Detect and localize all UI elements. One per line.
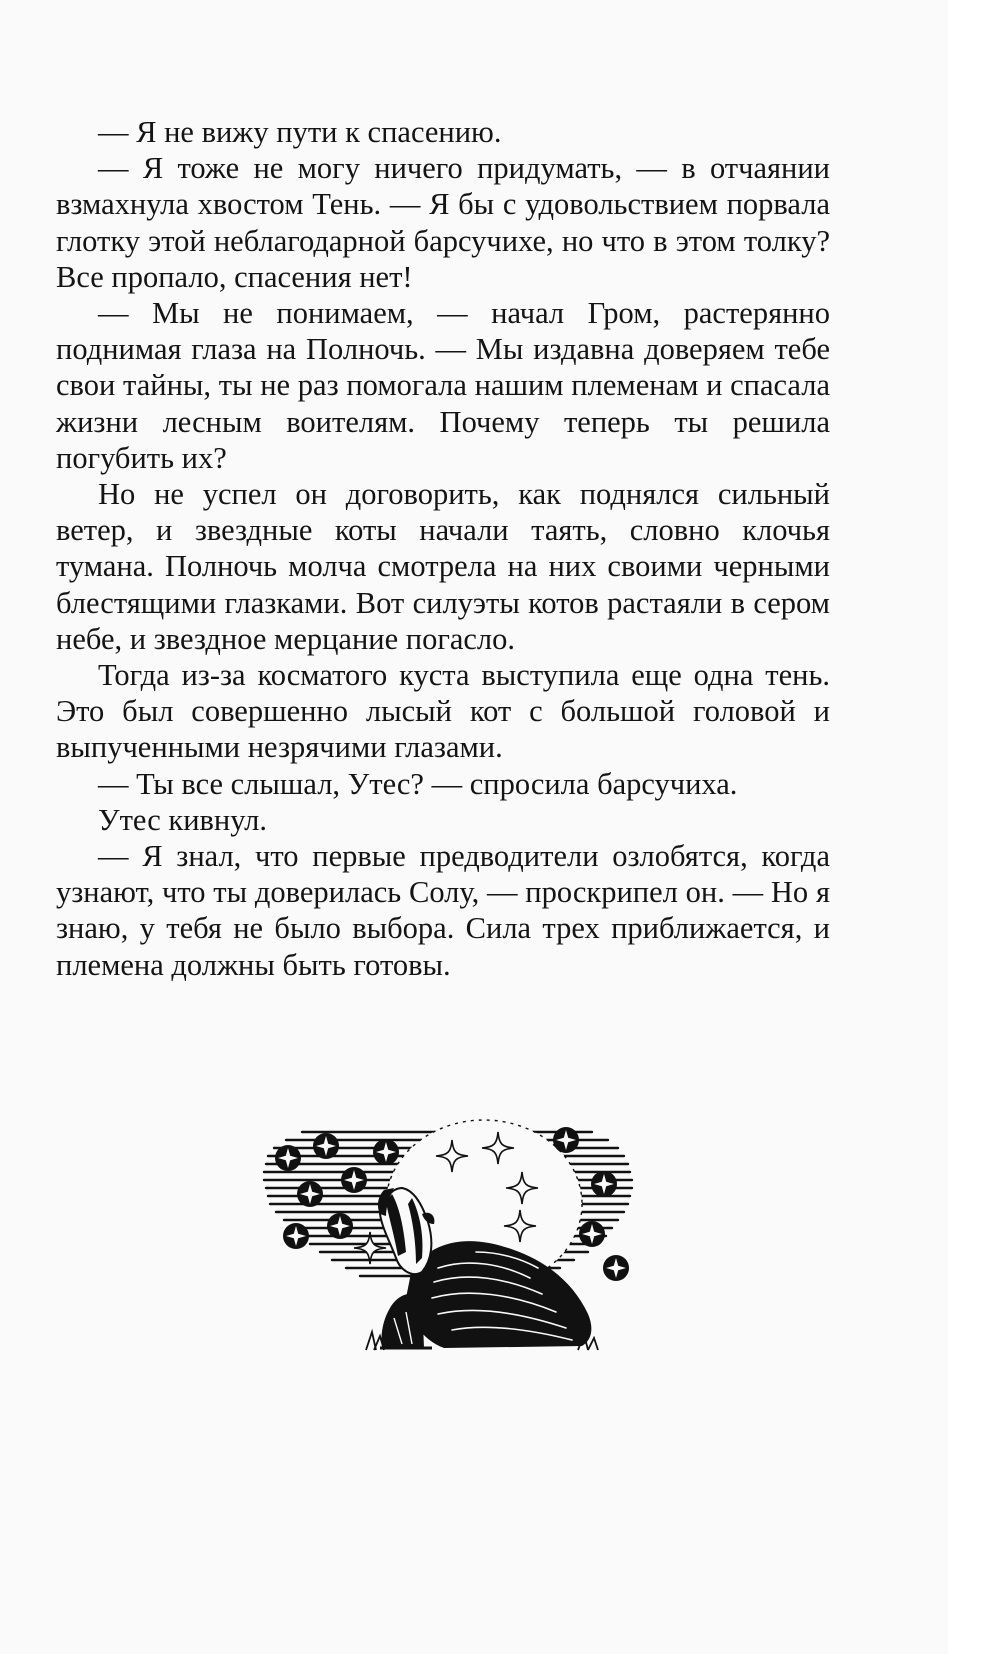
- body-text: [56, 114, 830, 983]
- paragraph: — Мы не понимаем, — начал Гром, растерянно поднимая глаза на Полночь. — Мы издавна доверяем тебе свои тайны, ты не раз помогала нашим племенам и спасала жизни лесным воителям. Почему теперь ты решила погубить их?: [56, 296, 830, 475]
- right-margin: [948, 0, 1000, 1260]
- badger-illustration: [262, 1118, 634, 1362]
- paragraph: — Я знал, что первые предводители озлобятся, когда узнают, что ты доверилась Солу, — проскрипел он. — Но я знаю, у тебя не было выбора. Сила трех приближается, и племена должны быть готовы.: [56, 839, 830, 982]
- paragraph: — Я не вижу пути к спасению.: [98, 115, 502, 149]
- paragraph: — Ты все слышал, Утес? — спросила барсучиха.: [98, 766, 738, 801]
- paragraph: Тогда из-за косматого куста выступила еще одна тень. Это был совершенно лысый кот с большой головой и выпученными незрячими глазами.: [56, 658, 830, 765]
- paragraph: Но не успел он договорить, как поднялся сильный ветер, и звездные коты начали таять, словно клочья тумана. Полночь молча смотрела на них своими черными блестящими глазками. Вот силуэты котов растаяли в сером небе, и звездное мерцание погасло.: [56, 477, 830, 656]
- paragraph: — Я тоже не могу ничего придумать, — в отчаянии взмахнула хвостом Тень. — Я бы с удовольствием порвала глотку этой неблагодарной барсучихе, но что в этом толку? Все пропало, спасения нет!: [56, 151, 830, 294]
- paragraph: Утес кивнул.: [98, 802, 268, 837]
